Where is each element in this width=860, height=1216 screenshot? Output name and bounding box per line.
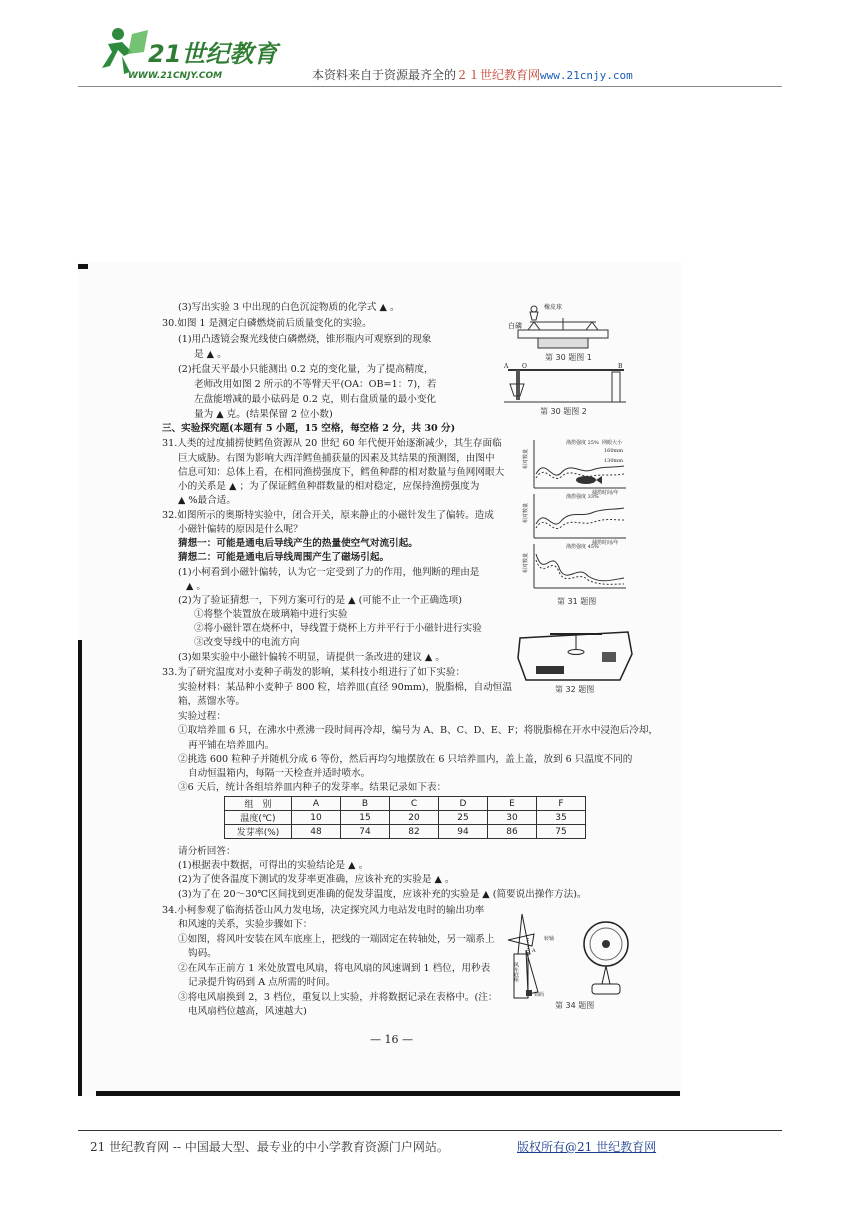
table-cell: 75	[537, 825, 586, 839]
logo-url: WWW.21CNJY.COM	[128, 71, 223, 81]
fish-icon	[576, 476, 596, 484]
line-24: (3)如果实验中小磁针偏转不明显，请提供一条改进的建议 ▲ 。	[178, 652, 445, 663]
label-white-phosphorus: 白磷	[508, 322, 522, 330]
table-cell: 20	[390, 811, 439, 825]
header-divider	[78, 86, 782, 87]
mesh-size-130: 130mm	[604, 458, 624, 464]
line-39: 和风速的关系，实验步骤如下：	[178, 919, 313, 930]
mesh-size-160: 160mm	[604, 448, 624, 454]
line-28: 实验过程：	[178, 711, 226, 722]
line-6: 左盘能增减的最小砝码是 0.2 克，则右盘质量的最小变化	[194, 394, 437, 405]
table-cell: 温度(℃)	[225, 811, 292, 825]
label-weight: 钩码	[534, 992, 545, 998]
intensity-label: 渔捞强度 45%	[566, 544, 599, 550]
line-2: (1)用凸透镜会聚光线使白磷燃烧，锥形瓶内可观察到的现象	[178, 334, 432, 345]
line-40: ①如图，将风叶安装在风车底座上，把线的一端固定在转轴处，另一端系上	[178, 934, 495, 945]
logo-text: 21世纪教育	[148, 40, 278, 68]
footer-text: 21 世纪教育网 -- 中国最大型、最专业的中小学教育资源门户网站。	[90, 1140, 449, 1154]
scan-corner-mark	[78, 264, 88, 269]
line-45: 电风扇档位越高，风速越大)	[188, 1006, 307, 1017]
table-cell: 94	[439, 825, 488, 839]
table-cell: 发芽率(%)	[225, 825, 292, 839]
line-42: ②在风车正前方 1 米处放置电风扇，将电风扇的风速调到 1 档位，用秒表	[178, 963, 491, 974]
y-axis-label: 相对数量	[523, 502, 529, 523]
line-34: 请分析回答：	[178, 846, 236, 857]
figure-34-caption: 第 34 题图	[555, 1001, 595, 1010]
table-cell: 10	[292, 811, 341, 825]
figure-32-oersted	[516, 624, 636, 684]
figure-31-caption: 第 31 题图	[557, 597, 597, 606]
page-number: — 16 —	[370, 1033, 413, 1046]
line-19: ▲ 。	[186, 581, 207, 592]
table-cell: 组 别	[225, 797, 292, 811]
line-3: 是 ▲ 。	[194, 349, 227, 360]
table-cell: D	[439, 797, 488, 811]
scan-edge-bottom	[96, 1091, 680, 1096]
table-cell: 82	[390, 825, 439, 839]
line-41: 钩码。	[188, 948, 217, 959]
scan-edge-left	[78, 640, 82, 1096]
line-10: 巨大威胁。右图为影响大西洋鳕鱼捕获量的因素及其结果的预测图，由图中	[178, 453, 495, 464]
figure-31-charts	[522, 436, 632, 594]
line-14: 32.如图所示的奥斯特实验中，闭合开关，原来静止的小磁针发生了偏转。造成	[162, 510, 494, 521]
line-36: (2)为了使各温度下测试的发芽率更准确，应该补充的实验是 ▲ 。	[178, 874, 455, 885]
germination-table	[224, 796, 586, 839]
table-cell: A	[292, 797, 341, 811]
figure-32-caption: 第 32 题图	[555, 685, 595, 694]
line-9: 31.人类的过度捕捞使鳕鱼资源从 20 世纪 60 年代便开始逐渐减少，其生存面临	[162, 438, 502, 449]
table-cell: C	[390, 797, 439, 811]
line-7: 量为 ▲ 克。(结果保留 2 位小数)	[194, 409, 333, 420]
footer-divider	[78, 1130, 782, 1131]
line-44: ③将电风扇换到 2，3 档位，重复以上实验，并将数据记录在表格中。(注：	[178, 992, 498, 1003]
header-url-link[interactable]: www.21cnjy.com	[540, 69, 633, 82]
chart-panel-1	[522, 439, 626, 496]
line-35: (1)根据表中数据，可得出的实验结论是 ▲ 。	[178, 860, 369, 871]
line-23: ③改变导线中的电流方向	[194, 637, 300, 648]
line-26: 实验材料：某品种小麦种子 800 粒，培养皿(直径 90mm)，脱脂棉，自动恒温	[178, 682, 512, 693]
label-axle: 转轴	[544, 936, 555, 942]
line-0: (3)写出实验 3 中出现的白色沉淀物质的化学式 ▲ 。	[178, 302, 400, 313]
footer-copyright-link[interactable]: 版权所有@21 世纪教育网	[517, 1140, 657, 1154]
label-o: O	[522, 363, 527, 370]
line-33: ③6 天后，统计各组培养皿内种子的发芽率。结果记录如下表：	[178, 782, 447, 793]
line-16: 猜想一：可能是通电后导线产生的热量使空气对流引起。	[178, 538, 418, 549]
table-cell: 74	[341, 825, 390, 839]
line-4: (2)托盘天平最小只能测出 0.2 克的变化量，为了提高精度，	[178, 364, 434, 375]
label-a: A	[504, 363, 509, 370]
line-20: (2)为了验证猜想一，下列方案可行的是 ▲ (可能不止一个正确选项)	[178, 595, 462, 606]
intensity-label: 渔捞强度 25%	[566, 440, 599, 446]
table-cell: 48	[292, 825, 341, 839]
line-17: 猜想二：可能是通电后导线周围产生了磁场引起。	[178, 552, 390, 563]
line-18: (1)小柯看到小磁针偏转，认为它一定受到了力的作用，他判断的理由是	[178, 567, 480, 578]
x-axis-label: 捕捞时间/年	[592, 540, 619, 546]
line-29: ①取培养皿 6 只，在沸水中煮沸一段时间再冷却，编号为 A、B、C、D、E、F；将脱脂棉在开水中浸泡后冷却，	[178, 725, 659, 736]
line-11: 信息可知：总体上看，在相同渔捞强度下，鳕鱼种群的相对数量与鱼网网眼大	[178, 467, 505, 478]
compass-needle-icon	[568, 650, 584, 655]
line-21: ①将整个装置放在玻璃箱中进行实验	[194, 609, 348, 620]
section-heading: 三、实验探究题(本题有 5 小题，15 空格，每空格 2 分，共 30 分)	[162, 423, 456, 434]
label-windmill-base: 风车底座	[513, 962, 519, 982]
intensity-label: 渔捞强度 33%	[566, 494, 599, 500]
line-5: 老师改用如图 2 所示的不等臂天平(OA：OB=1：7)，若	[194, 379, 437, 390]
table-cell: 15	[341, 811, 390, 825]
line-31: ②挑选 600 粒种子并随机分成 6 等份，然后再均匀地摆放在 6 只培养皿内，盖上盖，放到 6 只温度不同的	[178, 754, 633, 765]
mesh-title: 网眼大小	[602, 440, 623, 446]
line-22: ②将小磁针罩在烧杯中，导线置于烧杯上方并平行于小磁针进行实验	[194, 623, 482, 634]
figure-30-2-caption: 第 30 题图 2	[540, 407, 587, 416]
line-30: 再平铺在培养皿内。	[188, 740, 275, 751]
label-point-a: A	[532, 948, 536, 954]
line-12: 小的关系是 ▲ ；为了保证鳕鱼种群数量的相对稳定，应保持渔捞强度为	[178, 481, 480, 492]
table-header-row	[225, 797, 586, 811]
table-cell: 35	[537, 811, 586, 825]
table-cell: F	[537, 797, 586, 811]
line-32: 自动恒温箱内，每隔一天检查并适时喷水。	[188, 768, 371, 779]
header-tagline: 本资料来自于资源最齐全的２１世纪教育网www.21cnjy.com	[312, 68, 633, 82]
line-43: 记录提升钩码到 A 点所需的时间。	[188, 977, 336, 988]
switch-icon	[602, 652, 616, 662]
weight-icon	[526, 990, 532, 996]
table-cell: 86	[488, 825, 537, 839]
table-row	[225, 825, 586, 839]
figure-34-windmill	[488, 910, 638, 1002]
figure-30-1-balance	[508, 300, 618, 358]
figure-30-1-caption: 第 30 题图 1	[545, 353, 592, 362]
x-axis-label: 捕捞时间/年	[592, 490, 619, 496]
line-15: 小磁针偏转的原因是什么呢？	[178, 524, 303, 535]
figure-30-2-lever-balance	[500, 362, 630, 406]
chart-panel-2	[522, 493, 626, 546]
y-axis-label: 相对数量	[523, 552, 529, 573]
table-cell: E	[488, 797, 537, 811]
table-cell: 30	[488, 811, 537, 825]
table-cell: B	[341, 797, 390, 811]
line-1: 30.如图 1 是测定白磷燃烧前后质量变化的实验。	[162, 318, 372, 329]
line-13: ▲ %最合适。	[178, 495, 236, 506]
chart-panel-3	[522, 543, 626, 588]
line-27: 箱，蒸馏水等。	[178, 696, 246, 707]
table-cell: 25	[439, 811, 488, 825]
line-38: 34.小柯参观了临海括苍山风力发电场，决定探究风力电站发电时的输出功率	[162, 905, 485, 916]
line-37: (3)为了在 20～30℃区间找到更准确的促发芽温度，应该补充的实验是 ▲ (简要说出操作方法)。	[178, 889, 587, 900]
label-rubber-ball: 橡皮球	[544, 304, 563, 311]
label-b: B	[618, 363, 623, 370]
site-logo	[88, 22, 288, 84]
line-25: 33.为了研究温度对小麦种子萌发的影响，某科技小组进行了如下实验：	[162, 667, 466, 678]
y-axis-label: 相对数量	[523, 448, 529, 469]
table-row	[225, 811, 586, 825]
battery-icon	[536, 666, 564, 674]
